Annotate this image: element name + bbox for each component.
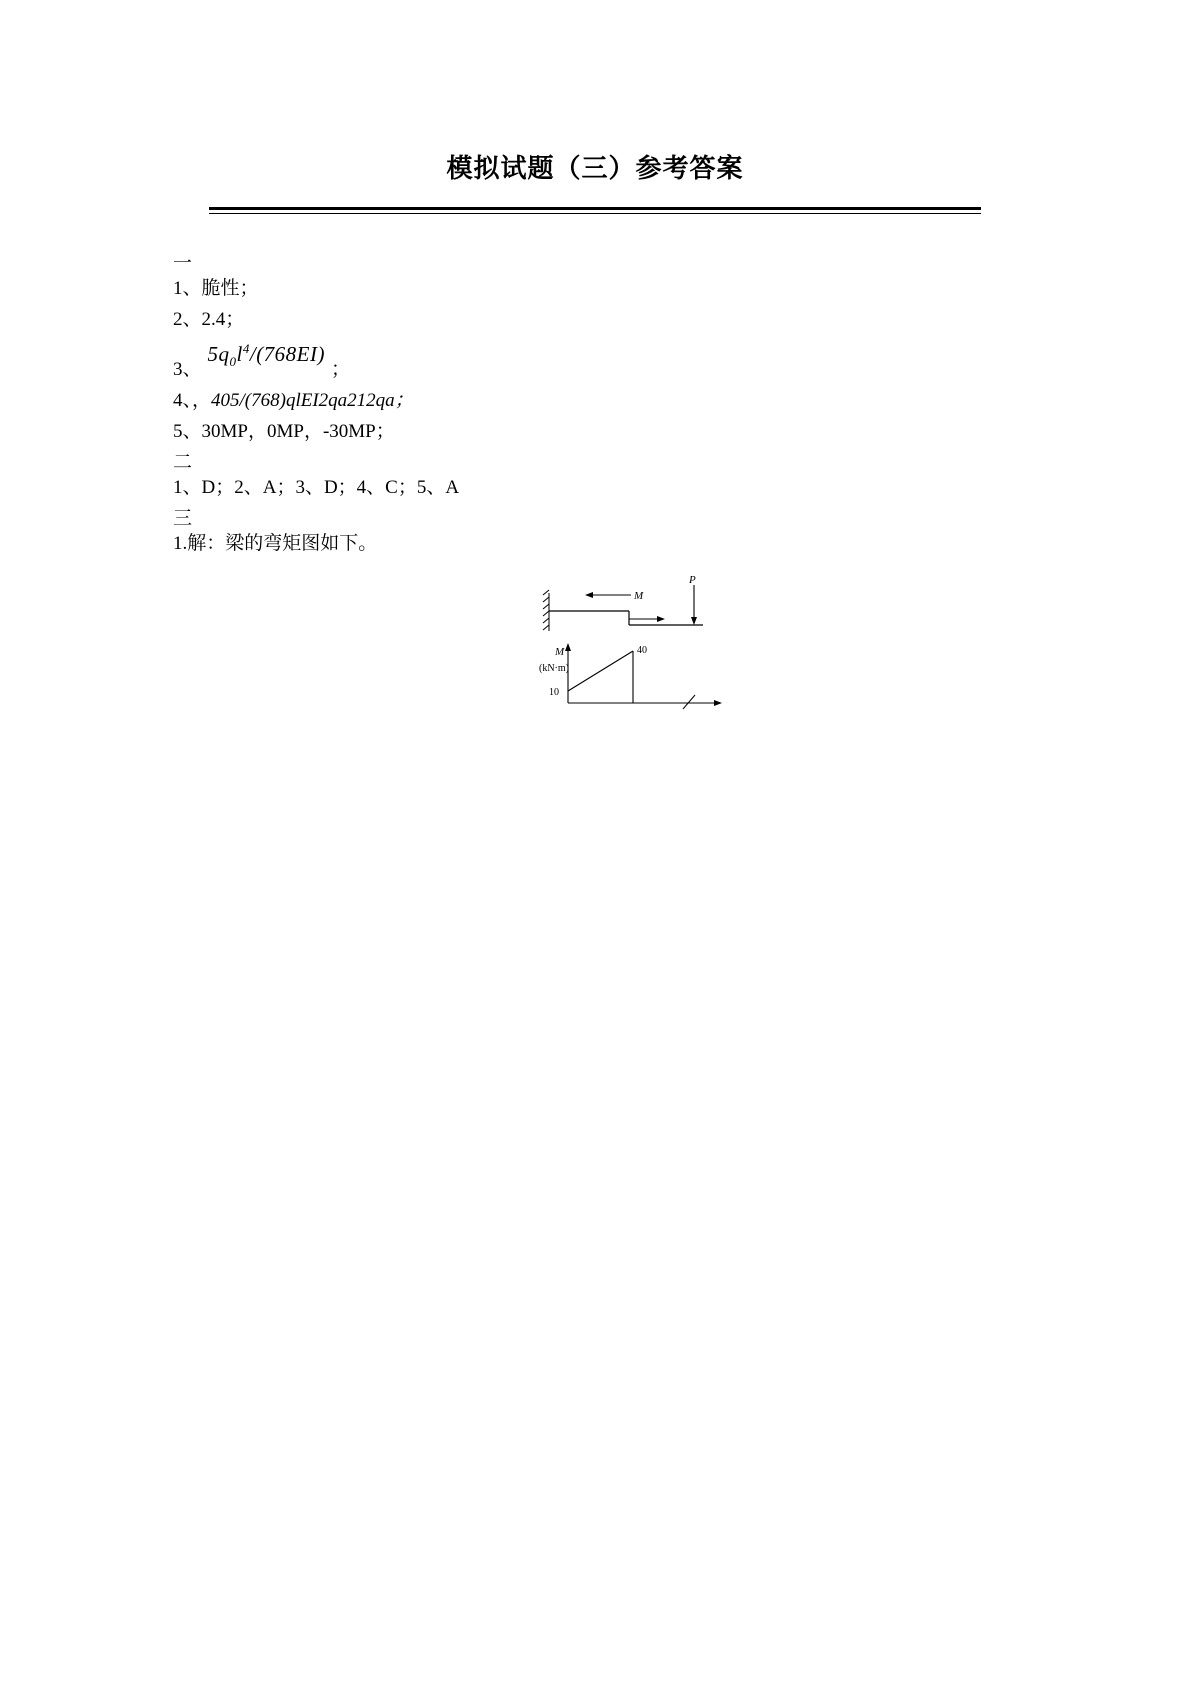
section-heading-two: 二 bbox=[173, 452, 195, 473]
formula-rest: /(768EI) bbox=[249, 341, 326, 366]
fill-blank-item-3 bbox=[173, 341, 973, 381]
load-arrow-icon bbox=[691, 585, 697, 625]
formula-l: l bbox=[236, 341, 243, 366]
moment-diagram-shape bbox=[568, 651, 633, 703]
fill-blank-item-2 bbox=[173, 310, 973, 329]
formula-deflection bbox=[202, 342, 332, 368]
solution-label: 1.解：梁的弯矩图如下。 bbox=[173, 533, 378, 554]
section-heading-one: 一 bbox=[173, 253, 194, 274]
diagram-start-value: 10 bbox=[549, 687, 559, 698]
item-3-trailing: ； bbox=[331, 359, 351, 380]
diagram-axis-symbol: M bbox=[555, 646, 565, 658]
item-1-text: 脆性； bbox=[201, 278, 259, 299]
answer-body bbox=[173, 254, 973, 743]
multiple-choice-answers: 1、D；2、A；3、D；4、C；5、A bbox=[173, 477, 460, 498]
moment-label: M bbox=[634, 590, 644, 602]
item-5-text: 30MP，0MP，-30MP； bbox=[201, 421, 395, 442]
divider-thin-line bbox=[209, 213, 981, 214]
baseline-hatch-icon bbox=[683, 695, 695, 709]
formula-lead: 5 bbox=[207, 341, 219, 366]
beam-line bbox=[549, 611, 703, 625]
load-label: P bbox=[689, 574, 696, 586]
item-4-label: 4、， bbox=[173, 390, 212, 411]
diagram-peak-value: 40 bbox=[637, 645, 647, 656]
bending-moment-figure bbox=[533, 573, 793, 743]
item-5-label: 5、 bbox=[173, 421, 202, 442]
fill-blank-item-1 bbox=[173, 279, 973, 298]
formula-l-sup: 4 bbox=[242, 340, 250, 356]
item-3-label: 3、 bbox=[173, 359, 202, 380]
item-4-text: 405/(768)qlEI2qa212qa； bbox=[211, 390, 414, 411]
title-divider bbox=[209, 207, 981, 214]
shear-arrow-icon bbox=[629, 616, 665, 622]
section-heading-three: 三 bbox=[173, 508, 195, 529]
formula-q: q bbox=[218, 341, 230, 366]
figure-svg bbox=[533, 573, 793, 743]
fill-blank-item-5 bbox=[173, 422, 973, 441]
item-1-label: 1、 bbox=[173, 278, 202, 299]
item-2-text: 2.4； bbox=[201, 309, 245, 330]
fixed-support-icon bbox=[543, 590, 549, 631]
diagram-axis-unit: (kN·m) bbox=[539, 663, 569, 674]
fill-blank-item-4 bbox=[173, 391, 973, 410]
divider-thick-line bbox=[209, 207, 981, 210]
page-title: 模拟试题（三）参考答案 bbox=[446, 153, 744, 183]
moment-arrow-icon bbox=[585, 592, 631, 598]
item-2-label: 2、 bbox=[173, 309, 202, 330]
formula-q-sub: 0 bbox=[229, 354, 237, 370]
